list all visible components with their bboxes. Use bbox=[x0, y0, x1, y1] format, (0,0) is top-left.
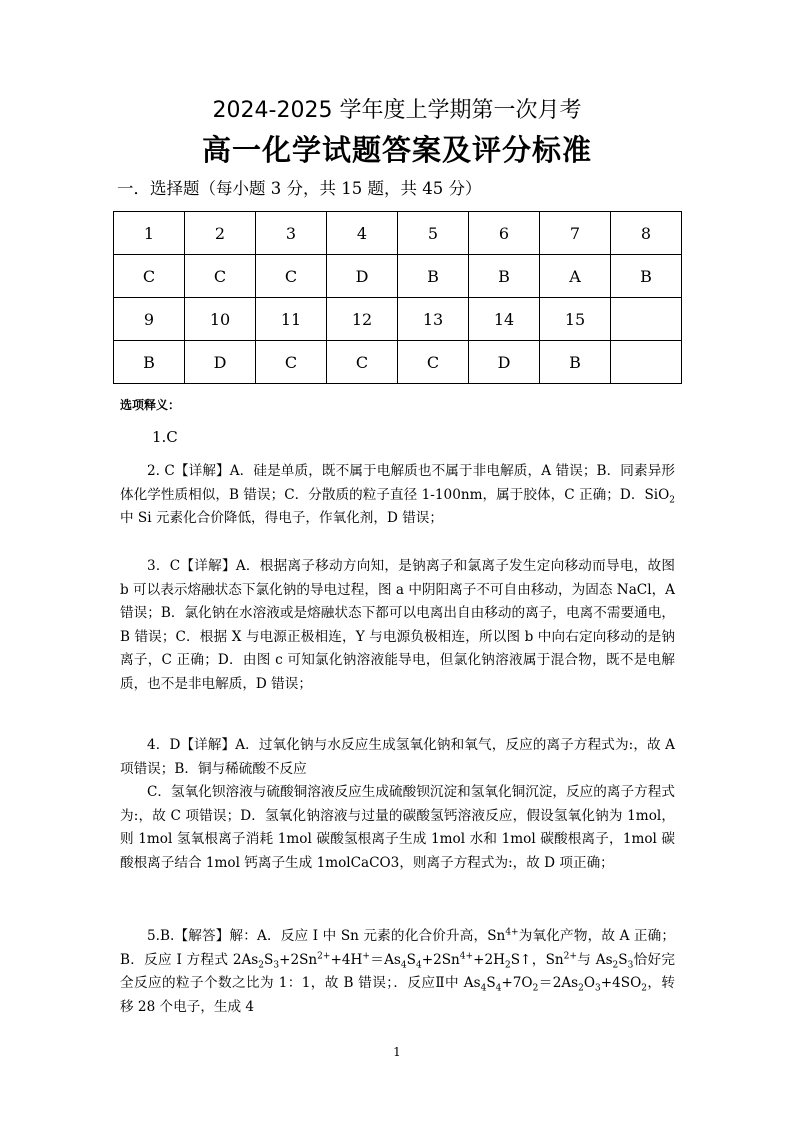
item-1: 1.C bbox=[152, 428, 178, 446]
item-5-part: 5.B.【解答】解：A．反应 I 中 Sn 元素的化合价升高，Sn bbox=[147, 928, 506, 944]
table-cell: 13 bbox=[398, 298, 469, 341]
table-cell: 14 bbox=[469, 298, 540, 341]
item-2 bbox=[120, 460, 675, 531]
table-cell: C bbox=[114, 255, 185, 298]
table-cell: 2 bbox=[185, 212, 256, 255]
table-cell: B bbox=[114, 341, 185, 384]
item-5-part: S↑，Sn bbox=[510, 951, 564, 968]
table-cell: C bbox=[256, 341, 327, 384]
table-cell: A bbox=[540, 255, 611, 298]
item-5-part: +4H bbox=[330, 951, 363, 968]
table-cell: C bbox=[327, 341, 398, 384]
table-cell bbox=[611, 341, 682, 384]
item-3 bbox=[120, 555, 675, 697]
section-title: 一．选择题（每小题 3 分，共 15 题，共 45 分） bbox=[117, 179, 482, 198]
item-5-part: 为氧化产物，故 A 正确；B．反应 I 方程式 2As bbox=[120, 928, 675, 968]
page-number: 1 bbox=[393, 1045, 401, 1059]
table-cell: B bbox=[398, 255, 469, 298]
table-cell: 4 bbox=[327, 212, 398, 255]
table-cell: 12 bbox=[327, 298, 398, 341]
table-cell: D bbox=[327, 255, 398, 298]
document-title: 高一化学试题答案及评分标准 bbox=[201, 133, 592, 167]
table-cell: C bbox=[256, 255, 327, 298]
exam-title: 2024-2025 学年度上学期第一次月考 bbox=[212, 98, 582, 123]
table-cell: 15 bbox=[540, 298, 611, 341]
item-5-part: 与 As bbox=[576, 951, 613, 968]
item-4-text-b: C．氢氧化钡溶液与硫酸铜溶液反应生成硫酸钡沉淀和氢氧化铜沉淀，反应的离子方程式为:，故 C 项错误；D．氢氧化钠溶液与过量的碳酸氢钙溶液反应，假设氢氧化钠为 1mol，则 1mol 氢氧根离子消耗 1mol 碳酸氢根离子生成 1mol 水和 1mol 碳酸根离子，1mol 碳酸根离子结合 1mol 钙离子生成 1molCaCO3，则离子方程式为:，故 D 项正确； bbox=[120, 784, 675, 871]
item-5-part: +2Sn bbox=[279, 951, 318, 968]
item-5-part: +4SO bbox=[600, 975, 642, 992]
table-cell: 8 bbox=[611, 212, 682, 255]
item-5-part: +2H bbox=[473, 951, 505, 968]
item-5-part: +7O bbox=[501, 975, 533, 992]
table-cell: 11 bbox=[256, 298, 327, 341]
item-5-part: 恰好完全反应的粒子个数之比为 1：1，故 B 错误；．反应Ⅱ中 As bbox=[120, 951, 676, 992]
table-cell: 3 bbox=[256, 212, 327, 255]
item-5-part: ＝As bbox=[369, 951, 401, 968]
sup: 4+ bbox=[505, 927, 519, 938]
item-5-part: ＝2As bbox=[538, 975, 579, 992]
table-row bbox=[114, 255, 682, 298]
table-cell: 1 bbox=[114, 212, 185, 255]
table-cell: 10 bbox=[185, 298, 256, 341]
item-5-part: ，转移 28 个电子，生成 4 bbox=[120, 975, 675, 1015]
item-4 bbox=[120, 734, 675, 876]
item-3-text: 3．C【详解】A．根据离子移动方向知，是钠离子和氯离子发生定向移动而导电，故图 b 可以表示熔融状态下氯化钠的导电过程，图 a 中阴阳离子不可自由移动，为固态 NaCl，A 错误；B．氯化钠在水溶液或是熔融状态下都可以电离出自由移动的离子，电离不需要通电，B 错误；C．根据 X 与电源正极相连，Y 与电源负极相连，所以图 b 中向右定向移动的是钠离子，C 正确；D．由图 c 可知氯化钠溶液能导电，但氯化钠溶液属于混合物，既不是电解质，也不是非电解质，D 错误； bbox=[120, 558, 675, 692]
item-2-text-b: 中 Si 元素化合价降低，得电子，作氧化剂，D 错误； bbox=[120, 510, 443, 527]
table-cell bbox=[611, 298, 682, 341]
item-5: 5.B.【解答】解：A．反应 I 中 Sn 元素的化合价升高，$Sn^{4+}$为氧化产物，故 A 正确；B．反应 I 方程式 $2As_2S_3+2Sn^{2+}+4H^+=As_4S_4+2Sn^{4+}+2H_2S↑$，$Sn^{2+}$与 $As_2S_3$恰好完全反应的粒子个数之比为 1：1，故 B 错误；．反应Ⅱ中 $As_4S_4+7O_2=2As_2O_3+4SO_2$，转移 28 个电子，生成 4 bbox=[120, 927, 676, 1015]
table-cell: B bbox=[611, 255, 682, 298]
explanations-label: 选项释义： bbox=[120, 398, 181, 412]
item-5-part: +2Sn bbox=[421, 951, 460, 968]
item-2-text-a: 2. C【详解】A．硅是单质，既不属于电解质也不属于非电解质，A 错误；B．同素异形体化学性质相似，B 错误；C．分散质的粒子直径 1-100nm，属于胶体，C 正确；D．SiO bbox=[120, 463, 675, 503]
table-cell: 7 bbox=[540, 212, 611, 255]
table-cell: D bbox=[469, 341, 540, 384]
table-cell: D bbox=[185, 341, 256, 384]
table-row bbox=[114, 341, 682, 384]
table-row bbox=[114, 298, 682, 341]
item-4-text-a: 4．D【详解】A．过氧化钠与水反应生成氢氧化钠和氧气，反应的离子方程式为:，故 A 项错误；B．铜与稀硫酸不反应 bbox=[120, 737, 675, 777]
table-cell: 6 bbox=[469, 212, 540, 255]
table-row bbox=[114, 212, 682, 255]
table-cell: C bbox=[185, 255, 256, 298]
table-cell: B bbox=[469, 255, 540, 298]
item-2-sub: 2 bbox=[669, 495, 675, 506]
table-cell: 5 bbox=[398, 212, 469, 255]
answer-table bbox=[113, 211, 682, 384]
table-cell: 9 bbox=[114, 298, 185, 341]
table-cell: B bbox=[540, 341, 611, 384]
table-cell: C bbox=[398, 341, 469, 384]
